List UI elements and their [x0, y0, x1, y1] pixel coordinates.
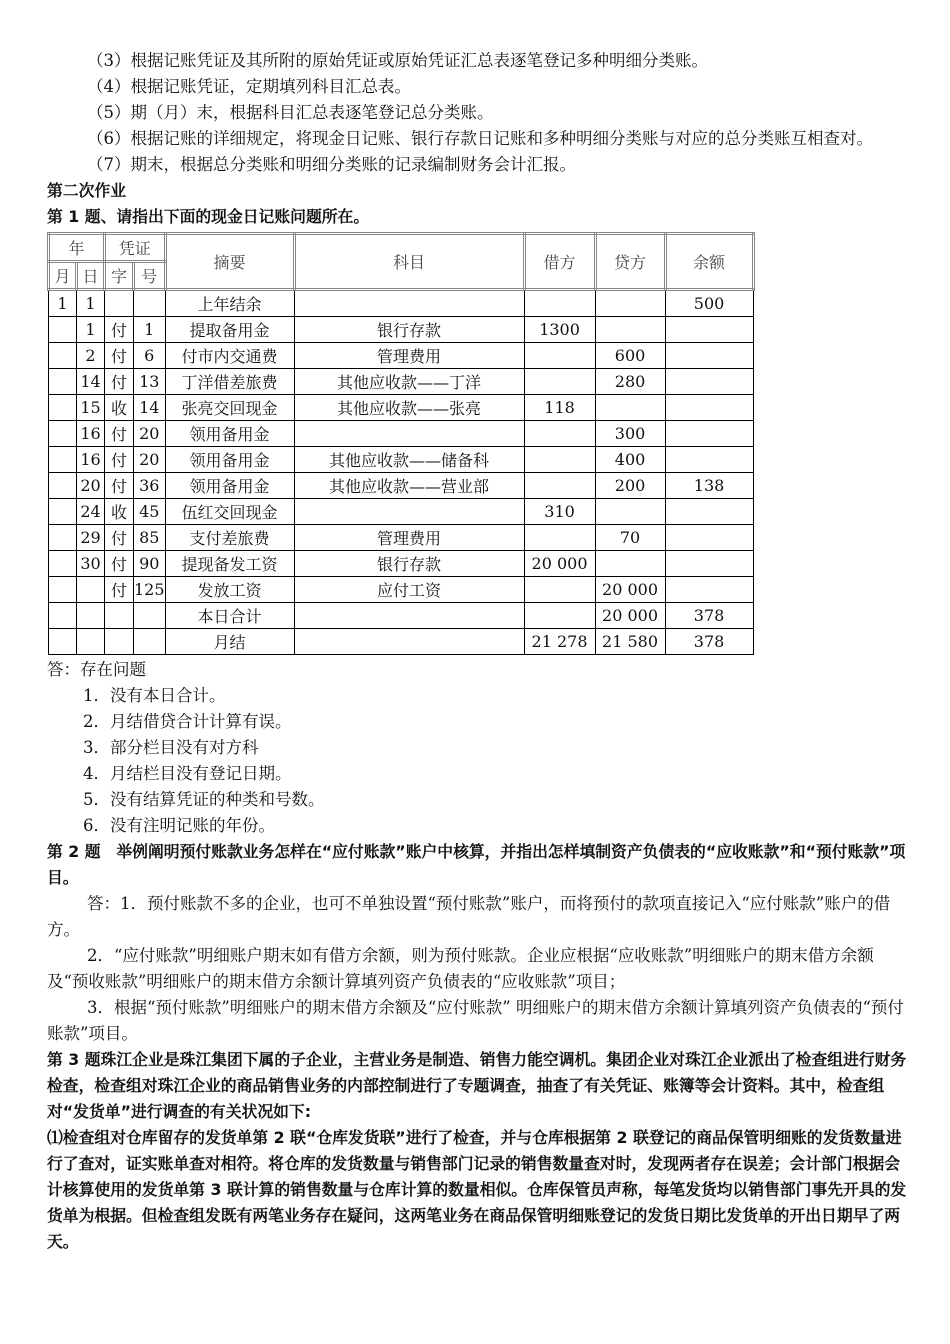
cell-month: [49, 499, 77, 525]
cell-account: 应付工资: [294, 577, 524, 603]
cell-balance: [665, 447, 753, 473]
cell-month: [49, 629, 77, 655]
document-page: [47, 48, 909, 1255]
intro-steps: [47, 48, 909, 178]
cell-type: [105, 290, 134, 317]
cell-account: 其他应收款——张亮: [294, 395, 524, 421]
cell-balance: 378: [665, 603, 753, 629]
intro-step-6: （6）根据记账的详细规定，将现金日记账、银行存款日记账和多种明细分类账与对应的总分类账互相查对。: [87, 129, 873, 148]
cell-type: [105, 603, 134, 629]
cell-debit: 1300: [524, 317, 595, 343]
cell-day: 1: [77, 317, 105, 343]
cell-day: [77, 629, 105, 655]
cell-day: 2: [77, 343, 105, 369]
question-1-title: 第 1 题、请指出下面的现金日记账问题所在。: [47, 207, 370, 226]
cell-credit: 280: [595, 369, 665, 395]
cell-balance: [665, 499, 753, 525]
cell-debit: [524, 290, 595, 317]
cell-debit: [524, 577, 595, 603]
cell-day: 15: [77, 395, 105, 421]
cell-day: [77, 577, 105, 603]
journal-row: [49, 629, 754, 655]
cell-credit: 20 000: [595, 603, 665, 629]
cell-day: 30: [77, 551, 105, 577]
answer-label: 答：存在问题: [47, 660, 146, 679]
cell-balance: [665, 395, 753, 421]
header-number: 号: [134, 262, 166, 290]
journal-row: [49, 603, 754, 629]
cell-debit: [524, 421, 595, 447]
cell-account: 银行存款: [294, 551, 524, 577]
question-2-title: 第 2 题 举例阐明预付账款业务怎样在“应付账款”账户中核算，并指出怎样填制资产负债表的“应收账款”和“预付账款”项目。: [47, 842, 906, 887]
journal-row: [49, 369, 754, 395]
cell-month: [49, 525, 77, 551]
cell-debit: [524, 369, 595, 395]
cell-debit: 310: [524, 499, 595, 525]
cell-type: 收: [105, 395, 134, 421]
question-1-answers: [47, 683, 909, 839]
cell-summary: 丁洋借差旅费: [165, 369, 294, 395]
cell-month: [49, 343, 77, 369]
cell-type: 付: [105, 369, 134, 395]
cell-account: [294, 499, 524, 525]
answer-item: 6．没有注明记账的年份。: [83, 816, 275, 835]
cell-balance: [665, 343, 753, 369]
journal-row: [49, 551, 754, 577]
cell-debit: 118: [524, 395, 595, 421]
cell-number: 20: [134, 421, 166, 447]
header-month: 月: [49, 262, 77, 290]
header-summary: 摘要: [165, 234, 294, 290]
cell-month: [49, 447, 77, 473]
journal-row: [49, 473, 754, 499]
cell-day: 1: [77, 290, 105, 317]
cell-account: 银行存款: [294, 317, 524, 343]
header-type: 字: [105, 262, 134, 290]
journal-row: [49, 290, 754, 317]
cell-type: 付: [105, 473, 134, 499]
cell-debit: [524, 603, 595, 629]
cell-day: [77, 603, 105, 629]
section-title: 第二次作业: [47, 181, 126, 200]
cell-month: [49, 577, 77, 603]
header-year: 年: [49, 234, 105, 262]
cell-balance: [665, 421, 753, 447]
cell-account: [294, 290, 524, 317]
cell-summary: 张亮交回现金: [165, 395, 294, 421]
cell-day: 24: [77, 499, 105, 525]
cell-type: 付: [105, 525, 134, 551]
cell-account: [294, 603, 524, 629]
cell-number: 90: [134, 551, 166, 577]
cell-summary: 提取备用金: [165, 317, 294, 343]
cell-account: [294, 421, 524, 447]
question-3-title: 第 3 题珠江企业是珠江集团下属的子企业，主营业务是制造、销售力能空调机。集团企业对珠江企业派出了检查组进行财务检查，检查组对珠江企业的商品销售业务的内部控制进行了专题调查，抽查了有关凭证、账簿等会计资料。其中，检查组对“发货单”进行调查的有关状况如下:: [47, 1050, 907, 1121]
cell-month: [49, 369, 77, 395]
cell-day: 16: [77, 421, 105, 447]
cell-balance: [665, 525, 753, 551]
journal-row: [49, 499, 754, 525]
cell-credit: 200: [595, 473, 665, 499]
header-voucher: 凭证: [105, 234, 166, 262]
cell-number: 6: [134, 343, 166, 369]
cash-journal-body: [49, 290, 754, 655]
cell-credit: 21 580: [595, 629, 665, 655]
question-2-answer-2: 2．“应付账款”明细账户期末如有借方余额，则为预付账款。企业应根据“应收账款”明细账户的期末借方余额及“预收账款”明细账户的期末借方余额计算填列资产负债表的“应收账款”项目；: [47, 946, 874, 991]
cell-number: [134, 629, 166, 655]
cell-credit: 20 000: [595, 577, 665, 603]
cell-debit: [524, 525, 595, 551]
cell-balance: [665, 369, 753, 395]
cell-type: 付: [105, 317, 134, 343]
cell-credit: 70: [595, 525, 665, 551]
cell-debit: 21 278: [524, 629, 595, 655]
cell-summary: 本日合计: [165, 603, 294, 629]
cell-month: [49, 603, 77, 629]
cell-number: 20: [134, 447, 166, 473]
cell-credit: [595, 395, 665, 421]
answer-item: 2．月结借贷合计计算有误。: [83, 712, 292, 731]
cell-account: 管理费用: [294, 525, 524, 551]
cell-balance: [665, 317, 753, 343]
cell-summary: 领用备用金: [165, 421, 294, 447]
cell-day: 14: [77, 369, 105, 395]
cell-account: 管理费用: [294, 343, 524, 369]
header-account: 科目: [294, 234, 524, 290]
cell-account: 其他应收款——储备科: [294, 447, 524, 473]
cell-day: 20: [77, 473, 105, 499]
cell-debit: 20 000: [524, 551, 595, 577]
cell-balance: [665, 577, 753, 603]
cell-balance: 138: [665, 473, 753, 499]
cell-debit: [524, 447, 595, 473]
cell-summary: 支付差旅费: [165, 525, 294, 551]
cell-number: 85: [134, 525, 166, 551]
cell-summary: 月结: [165, 629, 294, 655]
question-2-answer-3: 3．根据“预付账款”明细账户的期末借方余额及“应付账款” 明细账户的期末借方余额计算填列资产负债表的“预付账款”项目。: [47, 998, 904, 1043]
cell-month: [49, 551, 77, 577]
cell-summary: 上年结余: [165, 290, 294, 317]
intro-step-4: （4）根据记账凭证，定期填列科目汇总表。: [87, 77, 411, 96]
question-3-item-1: ⑴检查组对仓库留存的发货单第 2 联“仓库发货联”进行了检查，并与仓库根据第 2 联登记的商品保管明细账的发货数量进行了查对，证实账单查对相符。将仓库的发货数量与销售部门记录的销售数量查对时，发现两者存在误差；会计部门根据会计核算使用的发货单第 3 联计算的销售数量与仓库计算的数量相似。仓库保管员声称，每笔发货均以销售部门事先开具的发货单为根据。但检查组发既有两笔业务存在疑问，这两笔业务在商品保管明细账登记的发货日期比发货单的开出日期早了两天。: [47, 1128, 907, 1251]
cell-credit: [595, 317, 665, 343]
header-credit: 贷方: [595, 234, 665, 290]
cell-month: 1: [49, 290, 77, 317]
cell-credit: 600: [595, 343, 665, 369]
cell-number: [134, 603, 166, 629]
intro-step-7: （7）期末，根据总分类账和明细分类账的记录编制财务会计汇报。: [87, 155, 576, 174]
cell-day: 29: [77, 525, 105, 551]
cell-account: 其他应收款——营业部: [294, 473, 524, 499]
answer-item: 4．月结栏目没有登记日期。: [83, 764, 292, 783]
answer-item: 3．部分栏目没有对方科: [83, 738, 259, 757]
cell-debit: [524, 473, 595, 499]
cell-type: 付: [105, 447, 134, 473]
question-2-answer-1: 答：1．预付账款不多的企业，也可不单独设置“预付账款”账户，而将预付的款项直接记入“应付账款”账户的借方。: [47, 894, 891, 939]
cell-type: 付: [105, 421, 134, 447]
cell-balance: 500: [665, 290, 753, 317]
cell-number: 14: [134, 395, 166, 421]
journal-row: [49, 525, 754, 551]
cash-journal-table: [47, 232, 755, 655]
cell-type: 收: [105, 499, 134, 525]
cell-number: 36: [134, 473, 166, 499]
cell-month: [49, 473, 77, 499]
header-debit: 借方: [524, 234, 595, 290]
cell-number: 125: [134, 577, 166, 603]
cell-type: 付: [105, 577, 134, 603]
cell-credit: [595, 551, 665, 577]
cell-credit: [595, 290, 665, 317]
answer-item: 1．没有本日合计。: [83, 686, 226, 705]
answer-item: 5．没有结算凭证的种类和号数。: [83, 790, 325, 809]
cell-credit: 300: [595, 421, 665, 447]
intro-step-5: （5）期（月）末，根据科目汇总表逐笔登记总分类账。: [87, 103, 494, 122]
cell-type: 付: [105, 343, 134, 369]
cell-number: [134, 290, 166, 317]
cell-summary: 付市内交通费: [165, 343, 294, 369]
cell-month: [49, 395, 77, 421]
cell-debit: [524, 343, 595, 369]
cell-number: 45: [134, 499, 166, 525]
cell-summary: 发放工资: [165, 577, 294, 603]
cell-day: 16: [77, 447, 105, 473]
cell-number: 13: [134, 369, 166, 395]
cell-month: [49, 317, 77, 343]
cell-summary: 提现备发工资: [165, 551, 294, 577]
cell-summary: 伍红交回现金: [165, 499, 294, 525]
cell-account: 其他应收款——丁洋: [294, 369, 524, 395]
cell-type: [105, 629, 134, 655]
cell-balance: 378: [665, 629, 753, 655]
cell-credit: 400: [595, 447, 665, 473]
cell-summary: 领用备用金: [165, 447, 294, 473]
journal-row: [49, 343, 754, 369]
header-day: 日: [77, 262, 105, 290]
cell-number: 1: [134, 317, 166, 343]
journal-row: [49, 577, 754, 603]
header-balance: 余额: [665, 234, 753, 290]
journal-row: [49, 395, 754, 421]
journal-row: [49, 447, 754, 473]
intro-step-3: （3）根据记账凭证及其所附的原始凭证或原始凭证汇总表逐笔登记多种明细分类账。: [87, 51, 708, 70]
cell-account: [294, 629, 524, 655]
cell-type: 付: [105, 551, 134, 577]
cell-summary: 领用备用金: [165, 473, 294, 499]
journal-row: [49, 421, 754, 447]
cell-credit: [595, 499, 665, 525]
cell-month: [49, 421, 77, 447]
journal-row: [49, 317, 754, 343]
cell-balance: [665, 551, 753, 577]
